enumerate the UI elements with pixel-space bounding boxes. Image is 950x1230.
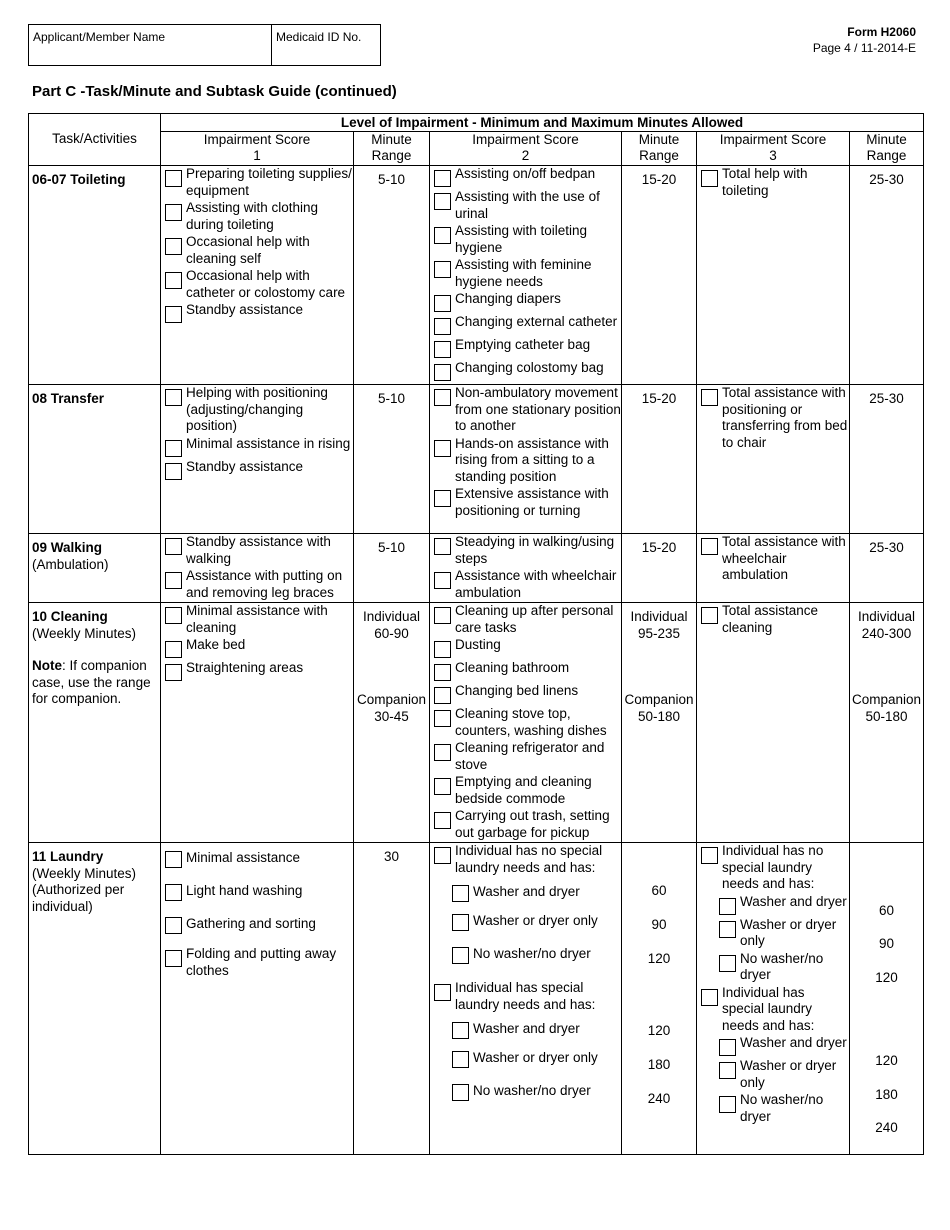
checkbox[interactable]: [452, 947, 469, 964]
checkbox[interactable]: [701, 607, 718, 624]
companion-note: Note: If companion case, use the range for companion.: [32, 658, 151, 706]
task-minute-guide-table: [28, 113, 924, 1155]
applicant-name-label: Applicant/Member Name: [33, 30, 166, 44]
row-laundry: [29, 843, 924, 1155]
checkbox[interactable]: [719, 1039, 736, 1056]
checkbox[interactable]: [452, 885, 469, 902]
checkbox-item[interactable]: Emptying and cleaning bedside commode: [430, 774, 621, 807]
page-info: Page 4 / 11-2014-E: [812, 41, 916, 55]
laundry-range-1: 30: [354, 843, 430, 1155]
walking-score-3: [697, 534, 850, 603]
checkbox-item[interactable]: Hands-on assistance with rising from a sitting to a standing position: [430, 436, 621, 486]
laundry-range-3: 60 90 120 120 180 240: [850, 843, 924, 1155]
transfer-range-2: 15-20: [622, 385, 697, 534]
toileting-range-3: 25-30: [850, 166, 924, 385]
checkbox[interactable]: [165, 463, 182, 480]
walking-range-1: 5-10: [354, 534, 430, 603]
checkbox-item[interactable]: Assistance with wheelchair ambulation: [430, 568, 621, 601]
laundry-score-3: [697, 843, 850, 1155]
laundry-score-1: [161, 843, 354, 1155]
walking-range-2: 15-20: [622, 534, 697, 603]
checkbox-item[interactable]: No washer/no dryer: [430, 943, 621, 979]
walking-score-1: [161, 534, 354, 603]
checkbox-item[interactable]: Dusting: [430, 637, 621, 659]
checkbox[interactable]: [165, 204, 182, 221]
transfer-score-1: [161, 385, 354, 534]
checkbox-item[interactable]: Total assistance with wheelchair ambulation: [697, 534, 849, 584]
checkbox[interactable]: [719, 1062, 736, 1079]
checkbox-item[interactable]: Occasional help with cleaning self: [161, 234, 353, 267]
checkbox-item[interactable]: Minimal assistance in rising: [161, 436, 353, 458]
checkbox-item[interactable]: Non-ambulatory movement from one stationary position to another: [430, 385, 621, 435]
checkbox-item[interactable]: Steadying in walking/using steps: [430, 534, 621, 567]
checkbox[interactable]: [701, 847, 718, 864]
checkbox[interactable]: [434, 664, 451, 681]
checkbox-item[interactable]: Helping with positioning (adjusting/changing position): [161, 385, 353, 435]
checkbox[interactable]: [701, 989, 718, 1006]
checkbox-item[interactable]: Assisting on/off bedpan: [430, 166, 621, 188]
walking-score-2: [430, 534, 622, 603]
checkbox-item[interactable]: Minimal assistance: [161, 847, 353, 879]
checkbox-item[interactable]: Total assistance cleaning: [697, 603, 849, 636]
task-activities-header: Task/Activities: [29, 114, 161, 166]
checkbox[interactable]: [434, 318, 451, 335]
row-cleaning: [29, 603, 924, 843]
checkbox[interactable]: [434, 607, 451, 624]
checkbox-item[interactable]: Standby assistance with walking: [161, 534, 353, 567]
checkbox-item[interactable]: Changing diapers: [430, 291, 621, 313]
checkbox[interactable]: [165, 851, 182, 868]
checkbox[interactable]: [434, 440, 451, 457]
checkbox[interactable]: [165, 306, 182, 323]
checkbox-item[interactable]: Minimal assistance with cleaning: [161, 603, 353, 636]
checkbox-item[interactable]: Washer or dryer only: [430, 1047, 621, 1079]
checkbox[interactable]: [719, 1096, 736, 1113]
checkbox-item[interactable]: Washer and dryer: [697, 1035, 849, 1057]
checkbox-item[interactable]: Cleaning up after personal care tasks: [430, 603, 621, 636]
form-identifier: [813, 24, 916, 56]
task-toileting: 06-07 Toileting: [29, 166, 161, 385]
checkbox-item[interactable]: Gathering and sorting: [161, 913, 353, 945]
task-transfer: 08 Transfer: [29, 385, 161, 534]
minute-range-2-header: Minute Range: [622, 132, 697, 166]
checkbox[interactable]: [434, 744, 451, 761]
checkbox-item[interactable]: No washer/no dryer: [697, 1092, 849, 1125]
toileting-range-2: 15-20: [622, 166, 697, 385]
checkbox[interactable]: [165, 440, 182, 457]
checkbox-item[interactable]: Cleaning refrigerator and stove: [430, 740, 621, 773]
applicant-header-box: [28, 24, 381, 66]
checkbox-item[interactable]: Cleaning stove top, counters, washing dishes: [430, 706, 621, 739]
laundry-range-2: 60 90 120 120 180 240: [622, 843, 697, 1155]
page-title: Part C -Task/Minute and Subtask Guide (continued): [32, 83, 397, 100]
checkbox-item[interactable]: Washer and dryer: [430, 877, 621, 909]
checkbox-item[interactable]: Individual has special laundry needs and has:: [697, 985, 849, 1035]
checkbox[interactable]: [434, 193, 451, 210]
task-cleaning: 10 Cleaning (Weekly Minutes) Note: If companion case, use the range for companion.: [29, 603, 161, 843]
checkbox-item[interactable]: Emptying catheter bag: [430, 337, 621, 359]
checkbox-item[interactable]: Occasional help with catheter or colostomy care: [161, 268, 353, 301]
checkbox[interactable]: [434, 261, 451, 278]
checkbox[interactable]: [165, 572, 182, 589]
checkbox[interactable]: [434, 687, 451, 704]
transfer-range-3: 25-30: [850, 385, 924, 534]
laundry-score-2: [430, 843, 622, 1155]
walking-range-3: 25-30: [850, 534, 924, 603]
checkbox[interactable]: [701, 170, 718, 187]
checkbox[interactable]: [165, 884, 182, 901]
checkbox-item[interactable]: Washer and dryer: [697, 894, 849, 916]
medicaid-id-label: Medicaid ID No.: [276, 30, 362, 44]
impairment-score-1-header: Impairment Score 1: [161, 132, 354, 166]
checkbox-item[interactable]: Total assistance with positioning or transferring from bed to chair: [697, 385, 849, 451]
checkbox[interactable]: [165, 389, 182, 406]
checkbox[interactable]: [452, 1051, 469, 1068]
checkbox[interactable]: [434, 984, 451, 1001]
checkbox-item[interactable]: Washer or dryer only: [697, 917, 849, 950]
checkbox-item[interactable]: Extensive assistance with positioning or turning: [430, 486, 621, 519]
form-number: Form H2060: [847, 25, 916, 39]
cleaning-range-1: Individual 60-90 Companion 30-45: [354, 603, 430, 843]
checkbox[interactable]: [434, 847, 451, 864]
checkbox[interactable]: [701, 538, 718, 555]
checkbox-item[interactable]: Standby assistance: [161, 459, 353, 481]
checkbox[interactable]: [719, 955, 736, 972]
checkbox-item[interactable]: Standby assistance: [161, 302, 353, 324]
checkbox[interactable]: [165, 272, 182, 289]
checkbox-item[interactable]: Carrying out trash, setting out garbage for pickup: [430, 808, 621, 841]
minute-range-1-header: Minute Range: [354, 132, 430, 166]
checkbox[interactable]: [434, 812, 451, 829]
checkbox[interactable]: [434, 295, 451, 312]
checkbox[interactable]: [452, 914, 469, 931]
impairment-score-3-header: Impairment Score 3: [697, 132, 850, 166]
impairment-score-2-header: Impairment Score 2: [430, 132, 622, 166]
cleaning-score-1: [161, 603, 354, 843]
checkbox[interactable]: [165, 238, 182, 255]
checkbox-item[interactable]: Changing colostomy bag: [430, 360, 621, 382]
checkbox[interactable]: [434, 641, 451, 658]
checkbox-item[interactable]: Total help with toileting: [697, 166, 849, 199]
toileting-score-2: [430, 166, 622, 385]
checkbox[interactable]: [719, 898, 736, 915]
checkbox-item[interactable]: Individual has no special laundry needs and has:: [430, 843, 621, 876]
checkbox-item[interactable]: Individual has special laundry needs and has:: [430, 980, 621, 1013]
checkbox-item[interactable]: Individual has no special laundry needs and has:: [697, 843, 849, 893]
checkbox-item[interactable]: Changing bed linens: [430, 683, 621, 705]
checkbox[interactable]: [165, 950, 182, 967]
checkbox-item[interactable]: Folding and putting away clothes: [161, 946, 353, 979]
checkbox[interactable]: [434, 389, 451, 406]
checkbox-item[interactable]: Cleaning bathroom: [430, 660, 621, 682]
checkbox[interactable]: [165, 641, 182, 658]
checkbox[interactable]: [434, 710, 451, 727]
toileting-score-1: [161, 166, 354, 385]
checkbox[interactable]: [165, 917, 182, 934]
checkbox[interactable]: [165, 170, 182, 187]
checkbox[interactable]: [165, 664, 182, 681]
checkbox-item[interactable]: Changing external catheter: [430, 314, 621, 336]
applicant-name-field[interactable]: [29, 25, 272, 65]
checkbox-item[interactable]: Assisting with toileting hygiene: [430, 223, 621, 256]
row-transfer: [29, 385, 924, 534]
cleaning-score-3: [697, 603, 850, 843]
checkbox-item[interactable]: Washer or dryer only: [697, 1058, 849, 1091]
checkbox-item[interactable]: No washer/no dryer: [430, 1080, 621, 1112]
transfer-range-1: 5-10: [354, 385, 430, 534]
minute-range-3-header: Minute Range: [850, 132, 924, 166]
checkbox[interactable]: [452, 1084, 469, 1101]
checkbox[interactable]: [434, 341, 451, 358]
medicaid-id-field[interactable]: [272, 25, 365, 65]
checkbox-item[interactable]: Assisting with clothing during toileting: [161, 200, 353, 233]
checkbox-item[interactable]: Assisting with the use of urinal: [430, 189, 621, 222]
level-of-impairment-header: Level of Impairment - Minimum and Maximum Minutes Allowed: [161, 114, 924, 132]
checkbox[interactable]: [165, 538, 182, 555]
checkbox-item[interactable]: Assisting with feminine hygiene needs: [430, 257, 621, 290]
cleaning-range-2: Individual 95-235 Companion 50-180: [622, 603, 697, 843]
checkbox-item[interactable]: No washer/no dryer: [697, 951, 849, 984]
checkbox[interactable]: [434, 170, 451, 187]
checkbox-item[interactable]: Make bed: [161, 637, 353, 659]
cleaning-range-3: Individual 240-300 Companion 50-180: [850, 603, 924, 843]
checkbox[interactable]: [434, 538, 451, 555]
task-walking: 09 Walking (Ambulation): [29, 534, 161, 603]
cleaning-score-2: [430, 603, 622, 843]
checkbox[interactable]: [719, 921, 736, 938]
checkbox-item[interactable]: Washer or dryer only: [430, 910, 621, 942]
toileting-score-3: [697, 166, 850, 385]
checkbox[interactable]: [434, 490, 451, 507]
checkbox-item[interactable]: Straightening areas: [161, 660, 353, 682]
row-walking: [29, 534, 924, 603]
toileting-range-1: 5-10: [354, 166, 430, 385]
checkbox[interactable]: [434, 778, 451, 795]
checkbox-item[interactable]: Washer and dryer: [430, 1014, 621, 1046]
checkbox[interactable]: [165, 607, 182, 624]
transfer-score-3: [697, 385, 850, 534]
task-laundry: 11 Laundry (Weekly Minutes) (Authorized per individual): [29, 843, 161, 1155]
checkbox-item[interactable]: Preparing toileting supplies/ equipment: [161, 166, 353, 199]
checkbox[interactable]: [452, 1022, 469, 1039]
checkbox-item[interactable]: Light hand washing: [161, 880, 353, 912]
checkbox[interactable]: [701, 389, 718, 406]
transfer-score-2: [430, 385, 622, 534]
checkbox-item[interactable]: Assistance with putting on and removing leg braces: [161, 568, 353, 601]
checkbox[interactable]: [434, 227, 451, 244]
checkbox[interactable]: [434, 572, 451, 589]
row-toileting: [29, 166, 924, 385]
checkbox[interactable]: [434, 364, 451, 381]
